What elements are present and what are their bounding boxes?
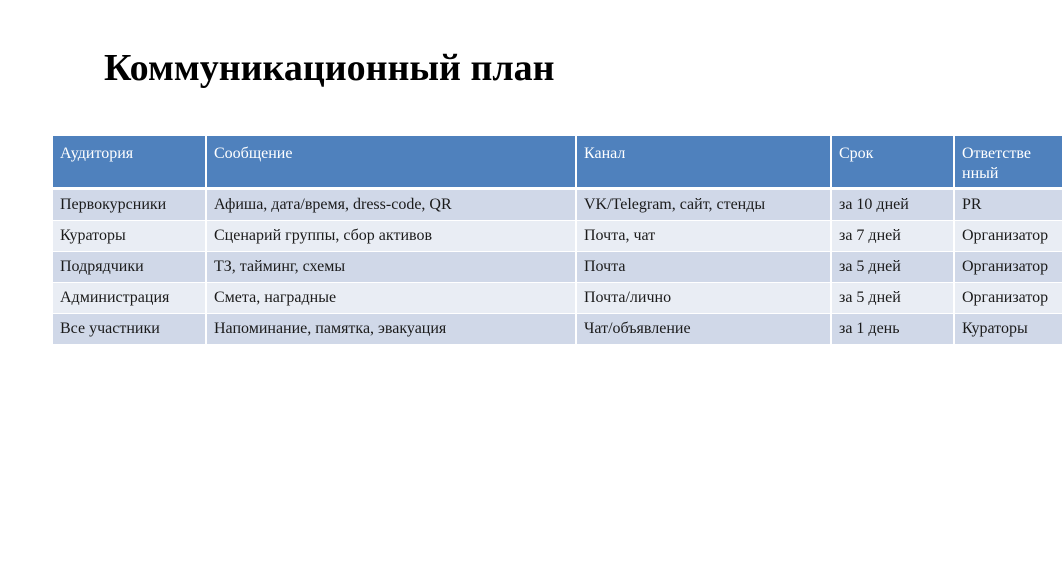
table-row [53,188,1063,220]
cell-audience: Все участники [53,313,206,344]
cell-channel: Почта [576,251,831,282]
cell-message: Сценарий группы, сбор активов [206,220,576,251]
table-row [53,220,1063,251]
header-channel: Канал [576,136,831,188]
cell-channel: Чат/объявление [576,313,831,344]
header-message: Сообщение [206,136,576,188]
cell-responsible: Организатор [954,251,1063,282]
cell-channel: Почта/лично [576,282,831,313]
cell-deadline: за 10 дней [831,188,954,220]
cell-deadline: за 5 дней [831,251,954,282]
cell-channel: VK/Telegram, сайт, стенды [576,188,831,220]
header-deadline: Срок [831,136,954,188]
cell-deadline: за 5 дней [831,282,954,313]
slide-title: Коммуникационный план [104,47,555,89]
cell-audience: Первокурсники [53,188,206,220]
table-row [53,313,1063,344]
cell-message: Афиша, дата/время, dress-code, QR [206,188,576,220]
table-row [53,282,1063,313]
cell-deadline: за 1 день [831,313,954,344]
table-header-row [53,136,1063,188]
cell-channel: Почта, чат [576,220,831,251]
cell-deadline: за 7 дней [831,220,954,251]
cell-audience: Администрация [53,282,206,313]
communication-plan-table [53,136,1049,345]
header-responsible-label: Ответственный [962,145,1031,182]
table-row [53,251,1063,282]
cell-responsible: Организатор [954,282,1063,313]
header-audience: Аудитория [53,136,206,188]
cell-responsible: Кураторы [954,313,1063,344]
cell-message: Смета, наградные [206,282,576,313]
cell-message: Напоминание, памятка, эвакуация [206,313,576,344]
header-responsible [954,136,1063,188]
cell-audience: Подрядчики [53,251,206,282]
cell-responsible: Организатор [954,220,1063,251]
cell-message: ТЗ, тайминг, схемы [206,251,576,282]
cell-audience: Кураторы [53,220,206,251]
cell-responsible: PR [954,188,1063,220]
